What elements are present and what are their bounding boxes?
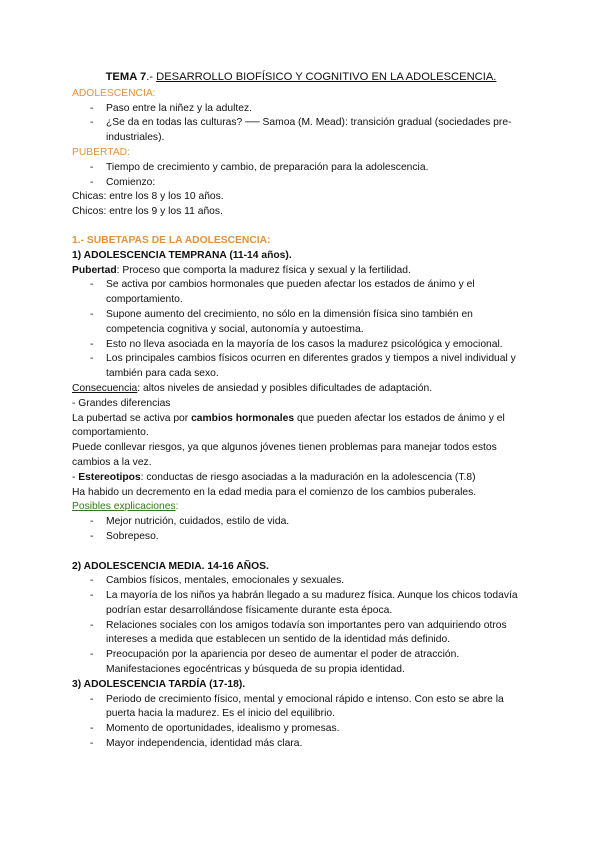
subsection-3-heading: 3) ADOLESCENCIA TARDÍA (17-18). — [72, 678, 246, 690]
subsection-2-heading: 2) ADOLESCENCIA MEDIA. 14-16 AÑOS. — [72, 560, 269, 572]
spacer — [72, 545, 530, 560]
list-item: - Paso entre la niñez y la adultez. — [72, 102, 530, 117]
list-item: - ¿Se da en todas las culturas? ── Samoa (M. Mead): transición gradual (sociedades pre-industriales). — [72, 116, 530, 146]
list-item: - Se activa por cambios hormonales que pueden afectar los estados de ánimo y el comportamiento. — [72, 278, 530, 308]
text-run: que pueden afectar los estados de ánimo y el comportamiento. — [72, 412, 505, 439]
adolescencia-heading: ADOLESCENCIA: — [72, 87, 156, 99]
paragraph: Ha habido un decremento en la edad media para el comienzo de los cambios puberales. — [72, 486, 477, 498]
list-item: - Comienzo: — [72, 176, 530, 191]
list-item: - Sobrepeso. — [72, 530, 530, 545]
list-item: - Mejor nutrición, cuidados, estilo de vida. — [72, 515, 530, 530]
chicas-line: Chicas: entre los 8 y los 10 años. — [72, 191, 224, 203]
pubertad-definition — [72, 264, 530, 279]
posibles-colon: : — [175, 501, 179, 513]
subsection-3-list — [72, 693, 530, 752]
paragraph — [72, 471, 530, 486]
list-item: - Momento de oportunidades, idealismo y promesas. — [72, 722, 530, 737]
list-item: - Preocupación por la apariencia por deseo de aumentar el poder de atracción. Manifestaciones egocéntricas y búsqueda de su propia identidad. — [72, 648, 530, 678]
text-run: : conductas de riesgo asociadas a la maduración en la adolescencia (T.8) — [140, 471, 476, 483]
adolescencia-list — [72, 102, 530, 146]
text-run: - — [72, 471, 79, 483]
posibles-list — [72, 515, 530, 545]
title-sep: .- — [146, 71, 157, 83]
list-item: - Supone aumento del crecimiento, no sólo en la dimensión física sino también en competencia cognitiva y social, autonomía y autoestima. — [72, 308, 530, 338]
list-item: - Cambios físicos, mentales, emocionales y sexuales. — [72, 574, 530, 589]
page-title — [72, 70, 530, 85]
paragraph: Puede conllevar riesgos, ya que algunos jóvenes tienen problemas para manejar todos estos cambios a la vez. — [72, 442, 497, 468]
subsection-1-heading: 1) ADOLESCENCIA TEMPRANA (11-14 años). — [72, 249, 292, 261]
list-item: - Esto no lleva asociada en la mayoría de los casos la madurez psicológica y emocional. — [72, 338, 530, 353]
subsection-1-list — [72, 278, 530, 382]
text-run-bold: cambios hormonales — [191, 412, 295, 424]
section-heading: 1.- SUBETAPAS DE LA ADOLESCENCIA: — [72, 234, 271, 246]
list-item: - Relaciones sociales con los amigos todavía son importantes pero van adquiriendo otros intereses a medida que establecen un sentido de la identidad más definido. — [72, 619, 530, 649]
pubertad-label: Pubertad — [72, 264, 117, 276]
chicos-line: Chicos: entre los 9 y los 11 años. — [72, 206, 223, 218]
paragraph — [72, 412, 530, 442]
subsection-2-list — [72, 574, 530, 678]
consecuencia-label: Consecuencia — [72, 382, 138, 394]
title-underlined: DESARROLLO BIOFÍSICO Y COGNITIVO EN LA ADOLESCENCIA. — [156, 71, 497, 83]
list-item: - La mayoría de los niños ya habrán llegado a su madurez física. Aunque los chicos todavía podrían estar desarrollándose físicamente durante esta época. — [72, 589, 530, 619]
pubertad-heading: PUBERTAD: — [72, 146, 130, 158]
pubertad-text: : Proceso que comporta la madurez física y sexual y la fertilidad. — [116, 264, 411, 276]
text-run-bold: Estereotipos — [78, 471, 141, 483]
list-item: - Mayor independencia, identidad más clara. — [72, 737, 530, 752]
list-item: - Periodo de crecimiento físico, mental y emocional rápido e intenso. Con esto se abre la puerta hacia la madurez. Es el inicio del equilibrio. — [72, 693, 530, 723]
pubertad-list — [72, 161, 530, 191]
list-item: - Los principales cambios físicos ocurren en diferentes grados y tiempos a nivel individual y también para cada sexo. — [72, 352, 530, 382]
posibles-explicaciones — [72, 500, 530, 515]
grandes-diferencias: - Grandes diferencias — [72, 397, 171, 409]
consecuencia-text: : altos niveles de ansiedad y posibles dificultades de adaptación. — [137, 382, 433, 394]
list-item: - Tiempo de crecimiento y cambio, de preparación para la adolescencia. — [72, 161, 530, 176]
text-run: La pubertad se activa por — [72, 412, 192, 424]
consecuencia-line — [72, 382, 530, 397]
title-bold: TEMA 7 — [105, 71, 147, 83]
posibles-label: Posibles explicaciones — [72, 501, 176, 513]
